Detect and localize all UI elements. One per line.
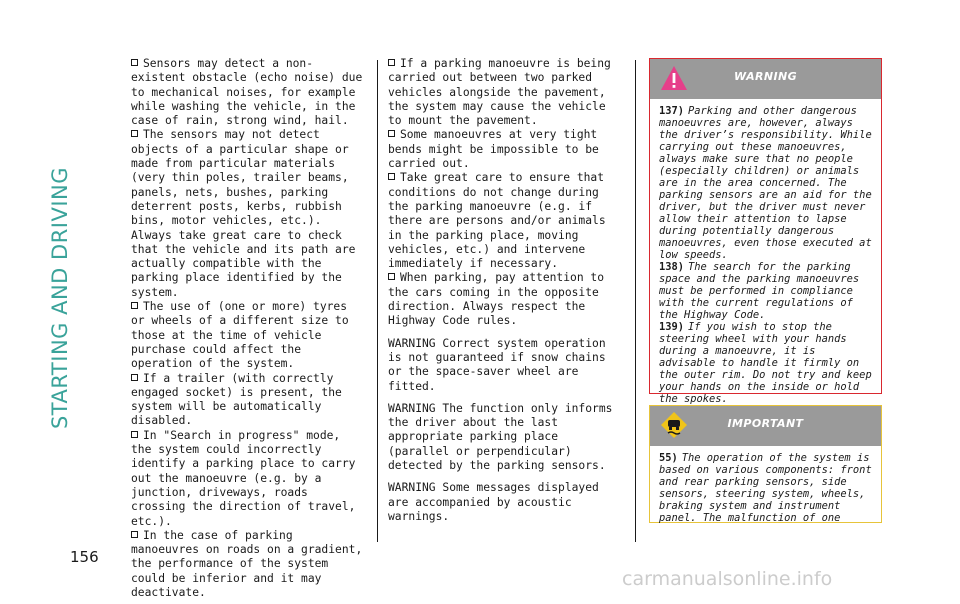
column-divider: [377, 60, 378, 542]
bullet-paragraph: If a parking manoeuvre is being carried out between two parked vehicles alongside the pavement, the system may cause the vehicle to mount the pavement.: [388, 57, 611, 128]
checkbox-icon: [131, 374, 138, 381]
checkbox-icon: [131, 302, 138, 309]
bullet-paragraph: The use of (one or more) tyres or wheels of a different size to those at the time of vehicle purchase could affect the operation of the system.: [131, 300, 349, 371]
bullet-paragraph: In the case of parking manoeuvres on roads on a gradient, the performance of the system could be inferior and it may deactivate.: [131, 528, 363, 599]
checkbox-icon: [131, 130, 138, 137]
warning-box-header: [650, 59, 881, 99]
bullet-paragraph: In "Search in progress" mode, the system could incorrectly identify a parking place to carry out the manoeuvre (e.g. by a junction, driveways, roads crossing the direction of travel, etc.).: [131, 428, 356, 528]
warning-paragraph: WARNING The function only informs the driver about the last appropriate parking place (parallel or perpendicular) detected by the parking sensors.: [388, 401, 613, 473]
watermark: carmanualsonline.info: [622, 568, 833, 590]
warning-title: WARNING: [733, 70, 798, 83]
text-column-1: [131, 57, 366, 600]
section-title: STARTING AND DRIVING: [48, 166, 72, 430]
checkbox-icon: [131, 431, 138, 438]
checkbox-icon: [388, 173, 395, 180]
warning-paragraph: WARNING Correct system operation is not guaranteed if snow chains or the space-saver wheel are fitted.: [388, 336, 606, 393]
column-divider: [635, 60, 636, 542]
important-item: 55) The operation of the system is based on various components: front and rear parking sensors, side sensors, steering system, wheels, braking system and instrument panel. The malfunction of one: [659, 452, 872, 524]
warning-item: 137) Parking and other dangerous manoeuvres are, however, always the driver’s responsibility. While carrying out these manoeuvres, always make sure that no people (especially children) or animals are in the area concerned. The parking sensors are an aid for the driver, but the driver must never allow their attention to lapse during potentially dangerous manoeuvres, even those executed at low speeds.: [659, 105, 872, 261]
page-number: 156: [70, 548, 99, 566]
checkbox-icon: [388, 130, 395, 137]
warning-paragraph: WARNING Some messages displayed are accompanied by acoustic warnings.: [388, 481, 599, 523]
warning-item: 138) The search for the parking space and the parking manoeuvres must be performed in compliance with the current regulations of the Highway Code.: [659, 261, 860, 321]
bullet-paragraph: Take great care to ensure that conditions do not change during the parking manoeuvre (e.g. if there are persons and/or animals in the parking place, moving vehicles, etc.) and intervene immediately if necessary.: [388, 171, 606, 271]
bullet-paragraph: The sensors may not detect objects of a particular shape or made from particular materials (very thin poles, trailer beams, panels, nets, bushes, parking deterrent posts, kerbs, rubbish bins, motor vehicles, etc.). Always take great care to check that the vehicle and its path are actually compatible with the parking place identified by the system.: [131, 128, 356, 299]
bullet-paragraph: Some manoeuvres at very tight bends might be impossible to be carried out.: [388, 128, 599, 171]
checkbox-icon: [131, 531, 138, 538]
warning-item: 139) If you wish to stop the steering wheel with your hands during a manoeuvre, it is advisable to handle it firmly on the outer rim. Do not try and keep your hands on the inside or hold the spokes.: [659, 321, 872, 405]
important-box-body: [650, 446, 881, 530]
important-box: [649, 405, 882, 523]
checkbox-icon: [388, 59, 395, 66]
important-box-header: [650, 406, 881, 446]
text-column-2: [388, 57, 626, 524]
warning-box: [649, 58, 882, 405]
bullet-paragraph: When parking, pay attention to the cars coming in the opposite direction. Always respect the Highway Code rules.: [388, 271, 605, 328]
bullet-paragraph: If a trailer (with correctly engaged socket) is present, the system will be automatically disabled.: [131, 371, 342, 428]
checkbox-icon: [388, 273, 395, 280]
important-title: IMPORTANT: [727, 417, 804, 430]
warning-box-body: [650, 99, 881, 411]
bullet-paragraph: Sensors may detect a non-existent obstacle (echo noise) due to mechanical noises, for example while washing the vehicle, in the case of rain, strong wind, hail.: [131, 57, 363, 128]
checkbox-icon: [131, 59, 138, 66]
